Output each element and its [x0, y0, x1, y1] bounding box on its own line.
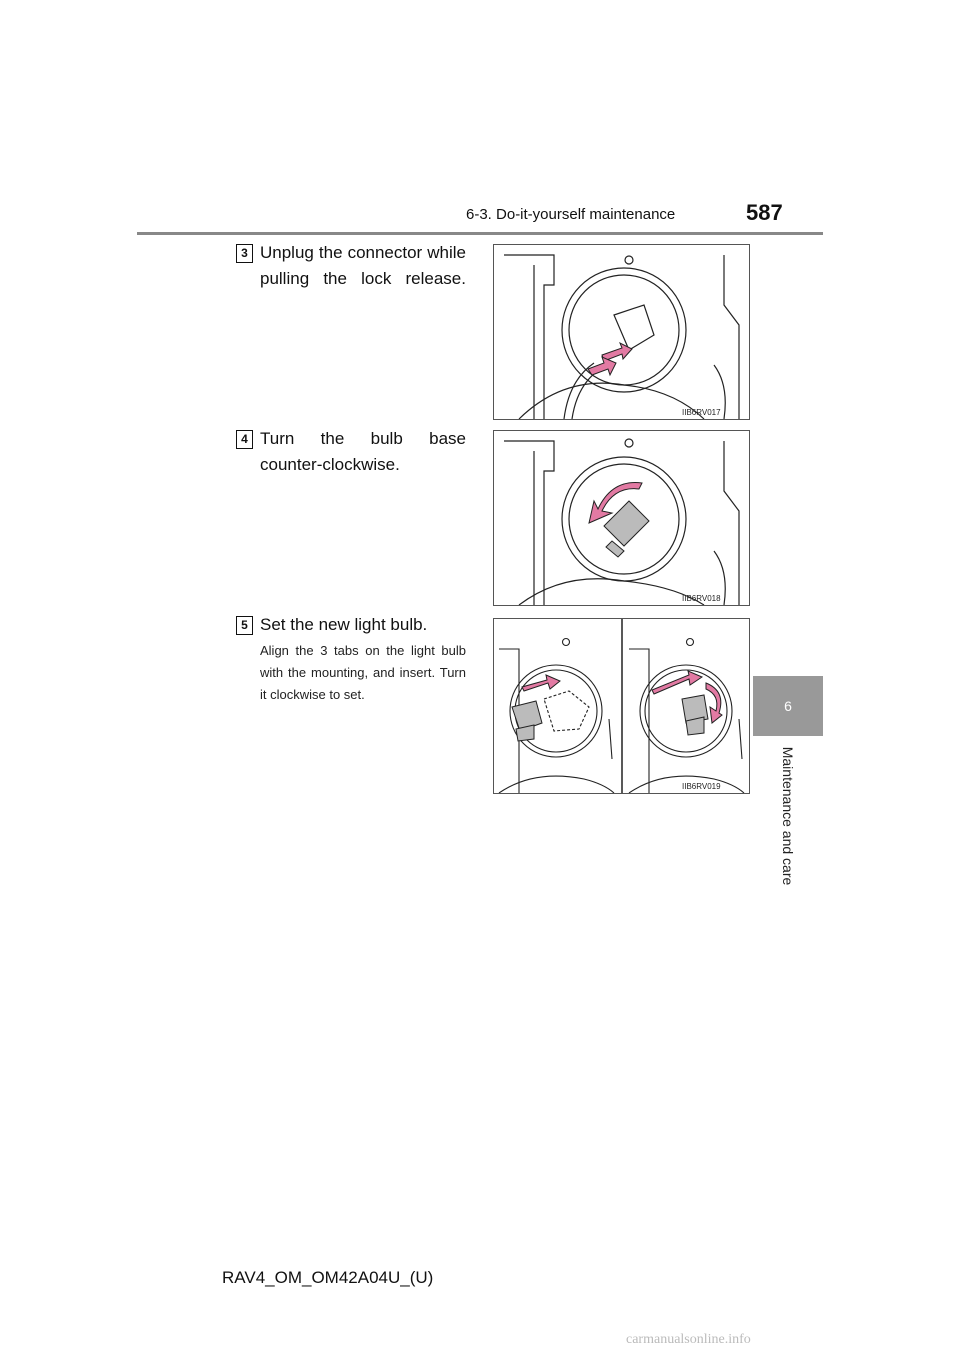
figure-turn-bulb-base — [493, 430, 750, 606]
header-divider — [137, 232, 823, 235]
step-number-badge: 5 — [236, 616, 253, 635]
illustration-bulb-base — [494, 431, 749, 605]
bulb-icon — [604, 501, 649, 557]
footer-document-id: RAV4_OM_OM42A04U_(U) — [222, 1268, 434, 1287]
step-5-subtext: Align the 3 tabs on the light bulb with the mounting, and insert. Turn it clockwise to set. — [260, 643, 466, 702]
figure-code: IIB6RV017 — [682, 408, 721, 417]
figure-code: IIB6RV018 — [682, 594, 721, 603]
figure-set-new-bulb — [493, 618, 750, 794]
chapter-side-label — [753, 736, 823, 896]
watermark: carmanualsonline.info — [626, 1332, 751, 1347]
page-number: 587 — [746, 200, 783, 225]
header-section-title: 6-3. Do-it-yourself maintenance — [466, 206, 676, 223]
chapter-tab-number: 6 — [753, 676, 823, 736]
step-3-text: Unplug the connector while pulling the lock release. — [260, 243, 466, 288]
step-4-text: Turn the bulb base counter-clockwise. — [260, 429, 466, 474]
illustration-new-bulb — [494, 619, 749, 793]
step-number-badge: 4 — [236, 430, 253, 449]
arrow-icon — [588, 343, 632, 375]
chapter-title: Maintenance and care — [780, 746, 796, 886]
figure-code: IIB6RV019 — [682, 782, 721, 791]
step-5-text: Set the new light bulb. — [260, 615, 428, 634]
step-number-badge: 3 — [236, 244, 253, 263]
figure-unplug-connector — [493, 244, 750, 420]
illustration-connector — [494, 245, 749, 419]
